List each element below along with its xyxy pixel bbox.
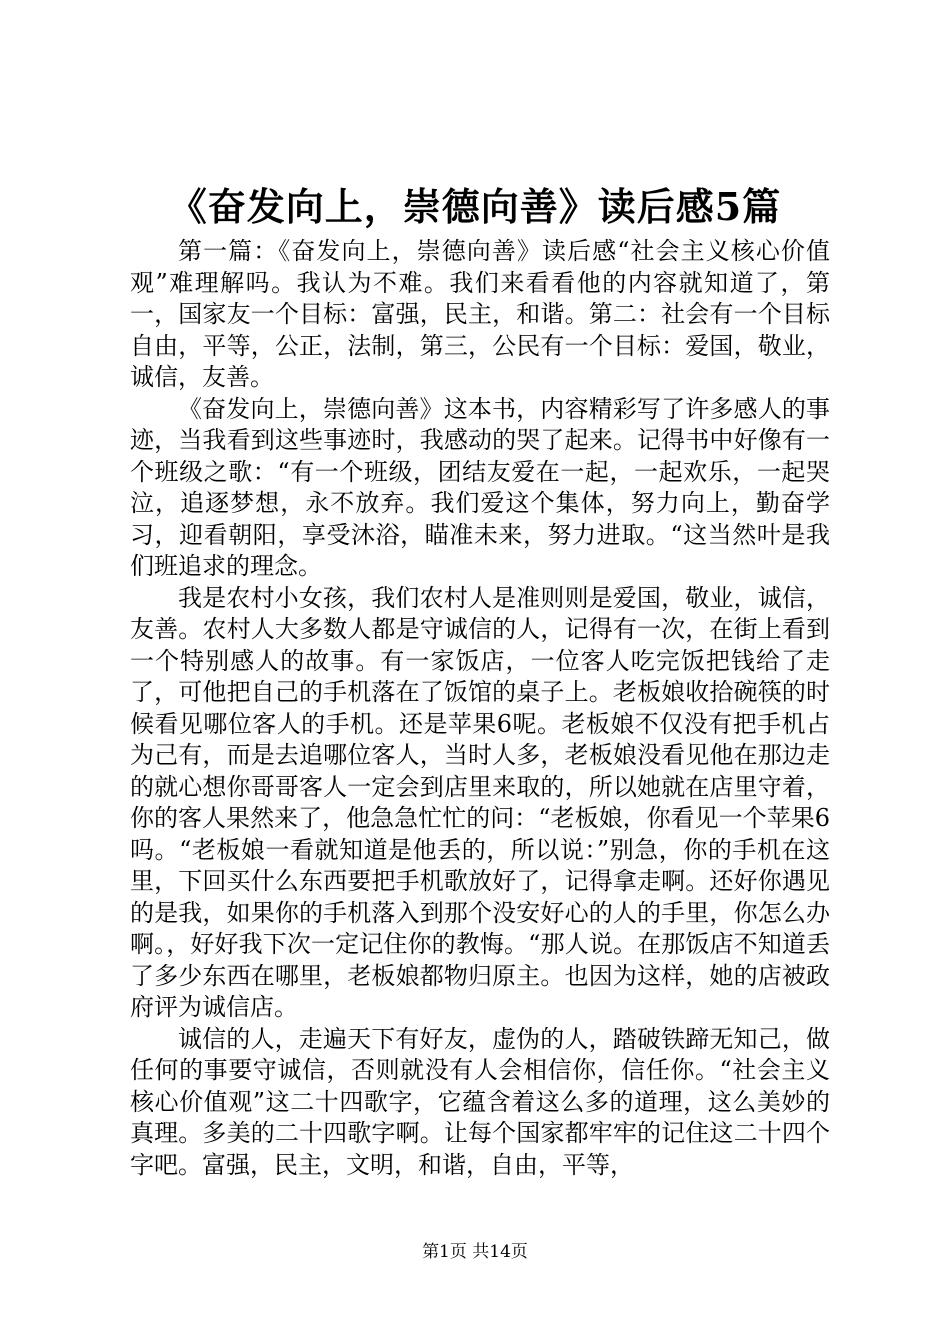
paragraph-2: 《奋发向上，崇德向善》这本书，内容精彩写了许多感人的事迹，当我看到这些事迹时，我感动的哭了起来。记得书中好像有一个班级之歌：“有一个班级，团结友爱在一起，一起欢乐，一起哭泣，追逐梦想，永不放弃。我们爱这个集体，努力向上，勤奋学习，迎看朝阳，享受沐浴，瞄准未来，努力进取。“这当然叶是我们班追求的理念。 — [130, 394, 830, 580]
paragraph-1: 第一篇：《奋发向上，崇德向善》读后感“社会主义核心价值观”难理解吗。我认为不难。我们来看看他的内容就知道了，第一，国家友一个目标：富强，民主，和谐。第二：社会有一个目标自由，平等，公正，法制，第三，公民有一个目标：爱国，敬业，诚信，友善。 — [130, 237, 830, 391]
document-title: 《奋发向上，崇德向善》读后感5篇 — [168, 184, 782, 229]
paragraph-4: 诚信的人，走遍天下有好友，虚伪的人，踏破铁蹄无知己，做任何的事要守诚信，否则就没有人会相信你，信任你。“社会主义核心价值观”这二十四歌字，它蕴含着这么多的道理，这么美妙的真理。多美的二十四歌字啊。让每个国家都牢牢的记住这二十四个字吧。富强，民主，文明，和谐，自由，平等， — [130, 1024, 830, 1179]
paragraph-3: 我是农村小女孩，我们农村人是准则则是爱国，敬业，诚信，友善。农村人大多数人都是守诚信的人，记得有一次，在街上看到一个特别感人的故事。有一家饭店，一位客人吃完饭把钱给了走了，可他把自己的手机落在了饭馆的桌子上。老板娘收拾碗筷的时候看见哪位客人的手机。还是苹果6呢。老板娘不仅没有把手机占为己有，而是去追哪位客人，当时人多，老板娘没看见他在那边走的就心想你哥哥客人一定会到店里来取的，所以她就在店里守着，你的客人果然来了，他急急忙忙的问：“老板娘，你看见一个苹果6吗。“老板娘一看就知道是他丢的，所以说：”别急，你的手机在这里，下回买什么东西要把手机歌放好了，记得拿走啊。还好你遇见的是我，如果你的手机落入到那个没安好心的人的手里，你怎么办啊。，好好我下次一定记住你的教悔。“那人说。在那饭店不知道丢了多少东西在哪里，老板娘都物归原主。也因为这样，她的店被政府评为诚信店。 — [130, 583, 830, 1021]
document-body — [130, 236, 830, 1181]
page-number-footer: 第1页 共14页 — [422, 1242, 528, 1262]
